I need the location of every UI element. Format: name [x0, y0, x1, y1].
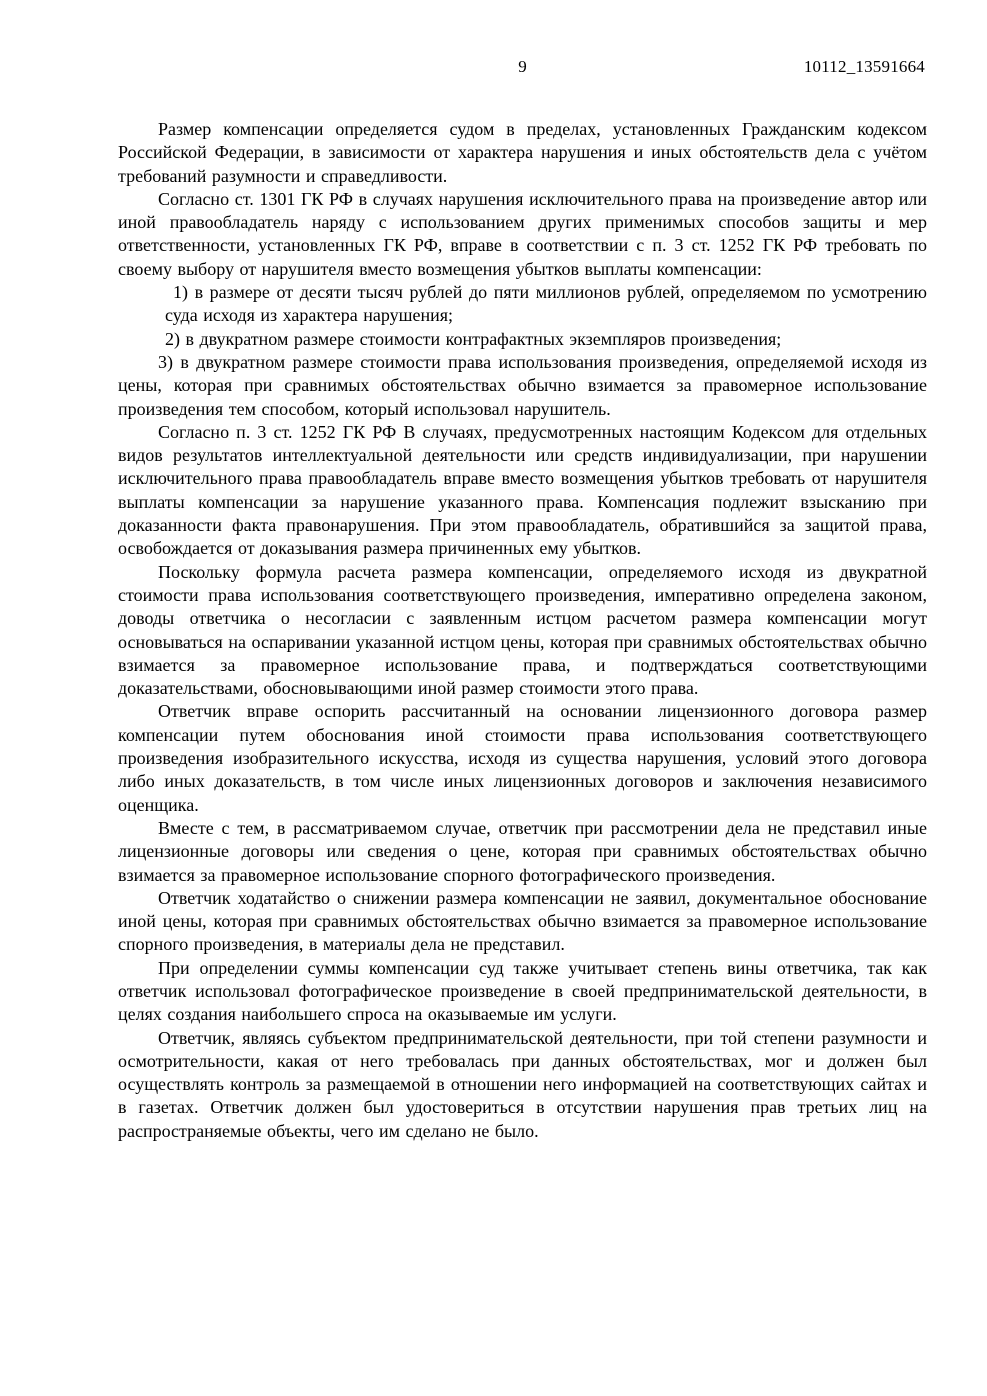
document-body — [118, 118, 927, 1143]
paragraph: Ответчик ходатайство о снижении размера компенсации не заявил, документальное обоснование иной цены, которая при сравнимых обстоятельствах обычно взимается за правомерное использование спорного произведения, в материалы дела не представил. — [118, 887, 927, 955]
paragraph: Поскольку формула расчета размера компенсации, определяемого исходя из двукратной стоимости права использования соответствующего произведения, императивно определена законом, доводы ответчика о несогласии с заявленным истцом расчетом размера компенсации могут основываться на оспаривании указанной истцом цены, которая при сравнимых обстоятельствах обычно взимается за правомерное использование права, и подтверждаться соответствующими доказательствами, обосновывающими иной размер стоимости этого права. — [118, 561, 927, 699]
paragraph: Размер компенсации определяется судом в пределах, установленных Гражданским кодексом Российской Федерации, в зависимости от характера нарушения и иных обстоятельств дела с учётом требований разумности и справедливости. — [118, 119, 927, 186]
paragraph: Согласно ст. 1301 ГК РФ в случаях нарушения исключительного права на произведение автор или иной правообладатель наряду с использованием других применимых способов защиты и мер ответственности, установленных ГК РФ, вправе в соответствии с п. 3 ст. 1252 ГК РФ требовать по своему выбору от нарушителя вместо возмещения убытков выплаты компенсации: — [118, 188, 927, 279]
paragraph: 1) в размере от десяти тысяч рублей до пяти миллионов рублей, определяемом по усмотрению суда исходя из характера нарушения; — [165, 282, 927, 326]
document-content — [118, 0, 927, 1143]
paragraph: Ответчик, являясь субъектом предпринимательской деятельности, при той степени разумности и осмотрительности, какая от него требовалась при данных обстоятельствах, мог и должен был осуществлять контроль за размещаемой в отношении него информацией на соответствующих сайтах и в газетах. Ответчик должен был удостовериться в отсутствии нарушения прав третьих лиц на распространяемые объекты, чего им сделано не было. — [118, 1027, 927, 1141]
document-id: 10112_13591664 — [803, 57, 925, 76]
paragraph: 2) в двукратном размере стоимости контрафактных экземпляров произведения; — [165, 328, 782, 349]
page-number: 9 — [518, 57, 527, 76]
paragraph: 3) в двукратном размере стоимости права использования произведения, определяемой исходя из цены, которая при сравнимых обстоятельствах обычно взимается за правомерное использование произведения тем способом, который использовал нарушитель. — [118, 351, 927, 419]
paragraph: Согласно п. 3 ст. 1252 ГК РФ В случаях, предусмотренных настоящим Кодексом для отдельных видов результатов интеллектуальной деятельности или средств индивидуализации, при нарушении исключительного права правообладатель вправе вместо возмещения убытков требовать от нарушителя выплаты компенсации за нарушение указанного права. Компенсация подлежит взысканию при доказанности факта правонарушения. При этом правообладатель, обратившийся за защитой права, освобождается от доказывания размера причиненных ему убытков. — [118, 421, 927, 559]
paragraph: При определении суммы компенсации суд также учитывает степень вины ответчика, так как ответчик использовал фотографическое произведение в своей предпринимательской деятельности, в целях создания наибольшего спроса на оказываемые им услуги. — [118, 957, 927, 1025]
page-header — [118, 56, 927, 78]
paragraph: Ответчик вправе оспорить рассчитанный на основании лицензионного договора размер компенсации путем обоснования иной стоимости права использования соответствующего произведения изобразительного искусства, исходя из существа нарушения, условий этого договора либо иных доказательств, в том числе иных лицензионных договоров и заключения независимого оценщика. — [118, 701, 927, 815]
paragraph: Вместе с тем, в рассматриваемом случае, ответчик при рассмотрении дела не представил иные лицензионные договоры или сведения о цене, которая при сравнимых обстоятельствах обычно взимается за правомерное использование спорного фотографического произведения. — [118, 817, 927, 885]
